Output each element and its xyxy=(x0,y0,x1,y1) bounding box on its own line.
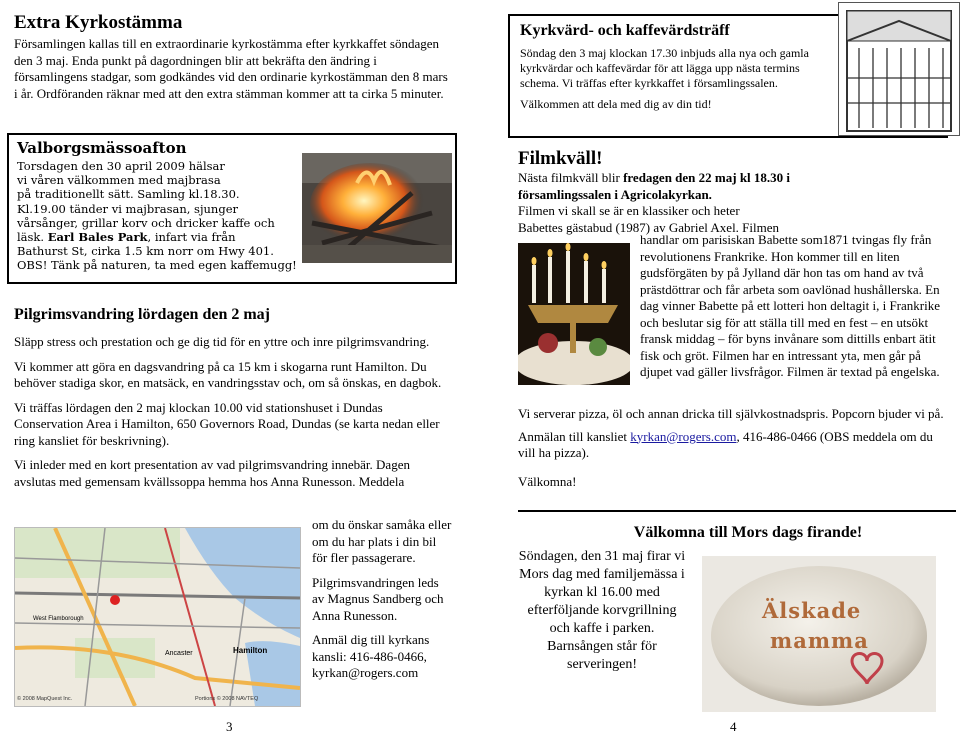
pilgrim-paragraph: Pilgrimsvandringen leds av Magnus Sandberg och Anna Runesson. xyxy=(312,574,444,623)
pilgrim-paragraph: Vi inleder med en kort presentation av vad pilgrimsvandring innebär. Dagen avslutas med gemensam kvällssoppa hemma hos Anna Runesson. Meddela xyxy=(14,457,410,489)
valborg-line: Bathurst St, cirka 1.5 km norr om Hwy 401. xyxy=(17,244,274,259)
valborg-title: Valborgsmässoafton xyxy=(17,139,187,157)
page-number: 3 xyxy=(226,719,233,734)
email-link[interactable]: kyrkan@rogers.com xyxy=(630,428,737,444)
valborg-box xyxy=(7,133,457,284)
section-divider xyxy=(518,510,956,512)
valborg-line: läsk. xyxy=(17,230,45,245)
valborg-line: , infart via från xyxy=(147,230,236,245)
park-name: Earl Bales Park xyxy=(47,230,148,245)
map-label: West Flamborough xyxy=(33,616,84,622)
stone-text: mamma xyxy=(770,628,869,653)
mors-body: Söndagen, den 31 maj firar vi Mors dag med familjemässa i kyrkan kl 16.00 med efterföljande korvgrillning och kaffe i parken. Barnsången står för serveringen! xyxy=(518,549,686,672)
valborg-line: Kl.19.00 tänder vi majbrasan, sjunger xyxy=(17,201,238,216)
church-drawing xyxy=(838,2,960,136)
film-section xyxy=(518,148,948,236)
film-welcome: Välkomna! xyxy=(518,473,577,489)
kyrkvard-welcome: Välkommen att dela med dig av din tid! xyxy=(520,97,712,111)
pilgrim-section xyxy=(14,306,454,490)
bonfire-photo xyxy=(302,153,452,263)
kyrkvard-body: Söndag den 3 maj klockan 17.30 inbjuds alla nya och gamla kyrkvärdar och kaffevärdar för att lägga upp nästa termins schema. Vi träffas efter kyrkkaffet i församlingssalen. xyxy=(520,46,809,90)
film-description: handlar om parisiskan Babette som1871 tvingas fly från revolutionens Frankrike. Hon kommer till en liten gudsförgäten by på Jylland där hon tas om hand av två prästdöttrar och får arbeta som oavlönad hushållerska. En dag vinner Babette på ett lotteri hon deltagit i, i Frankrike och beslutar sig för att ställa till med en fest – en utsökt fransk middag – för byns invånare som dittills enbart ätit fisk och gröt. Filmen har en intressant yta, men går på djupet vad gäller livsfrågor. Filmen är textad på engelska. xyxy=(640,232,940,379)
map-label: Ancaster xyxy=(165,650,193,657)
map-image xyxy=(14,527,301,707)
valborg-line: Torsdagen den 30 april 2009 hälsar xyxy=(17,159,225,173)
film-title: Filmkväll! xyxy=(518,148,603,169)
pilgrim-paragraph: Släpp stress och prestation och ge dig tid för en yttre och inre pilgrimsvandring. xyxy=(14,334,430,349)
pilgrim-paragraph: Vi träffas lördagen den 2 maj klockan 10.00 vid stationshuset i Dundas Conservation Area i Hamilton, 650 Governors Road, Dundas (se karta nedan eller ring kansliet för beskrivning). xyxy=(14,399,440,448)
film-signup: , 416-486-0466 (OBS meddela om du vill ha pizza). xyxy=(518,428,933,460)
pilgrim-paragraph: Anmäl dig till kyrkans kansli: 416-486-0466, kyrkan@rogers.com xyxy=(312,632,430,680)
kyrkvard-title: Kyrkvärd- och kaffevärdsträff xyxy=(520,22,730,39)
film-intro: Nästa filmkväll blir xyxy=(518,170,624,185)
map-label: Hamilton xyxy=(233,646,268,655)
mors-title: Välkomna till Mors dags firande! xyxy=(633,524,863,541)
pilgrim-paragraph: om du önskar samåka eller om du har plats i din bil för fler passagerare. xyxy=(312,517,452,565)
film-signup: Anmälan till kansliet xyxy=(518,428,631,444)
extra-kyrkostamma-section xyxy=(14,12,452,102)
stone-photo xyxy=(702,556,936,712)
film-date: fredagen den 22 maj kl 18.30 i församlingssalen i Agricolakyrkan. xyxy=(518,170,791,202)
extra-kyrkostamma-body: Församlingen kallas till en extraordinarie kyrkostämma efter kyrkkaffet söndagen den 3 maj. Enda punkt på dagordningen blir att bekräfta den ändring i församlingens stadgar, som godkändes vid den ordinarie kyrkostämman den 8 mars i år. Ordföranden räknar med att den extra stämman kommer att ta cirka 5 minuter. xyxy=(14,36,448,101)
film-serve: Vi serverar pizza, öl och annan dricka till självkostnadspris. Popcorn bjuder vi på. xyxy=(518,406,944,421)
pilgrim-paragraph: Vi kommer att göra en dagsvandring på ca 15 km i skogarna runt Hamilton. Du behöver stadiga skor, en matsäck, en vandringsstav och, om så önskas, en dagbok. xyxy=(14,358,442,390)
stone-text: Älskade xyxy=(762,598,862,623)
valborg-line: på traditionellt sätt. Samling kl.18.30. xyxy=(17,187,240,202)
valborg-line: vi våren välkommen med majbrasa xyxy=(17,173,221,188)
valborg-line: vårsånger, grillar korv och dricker kaffe och xyxy=(17,215,275,230)
film-line: Filmen vi skall se är en klassiker och heter xyxy=(518,203,740,218)
map-copyright: Portions © 2008 NAVTEQ xyxy=(195,696,259,702)
valborg-line: OBS! Tänk på naturen, ta med egen kaffemugg! xyxy=(17,258,297,273)
map-copyright: © 2008 MapQuest Inc. xyxy=(17,696,73,702)
extra-kyrkostamma-title: Extra Kyrkostämma xyxy=(14,12,183,33)
dinner-photo xyxy=(518,243,630,385)
mors-section xyxy=(518,524,948,542)
film-line: Babettes gästabud (1987) av Gabriel Axel. Filmen xyxy=(518,219,780,235)
page-number: 4 xyxy=(730,719,737,734)
pilgrim-title: Pilgrimsvandring lördagen den 2 maj xyxy=(14,306,271,323)
